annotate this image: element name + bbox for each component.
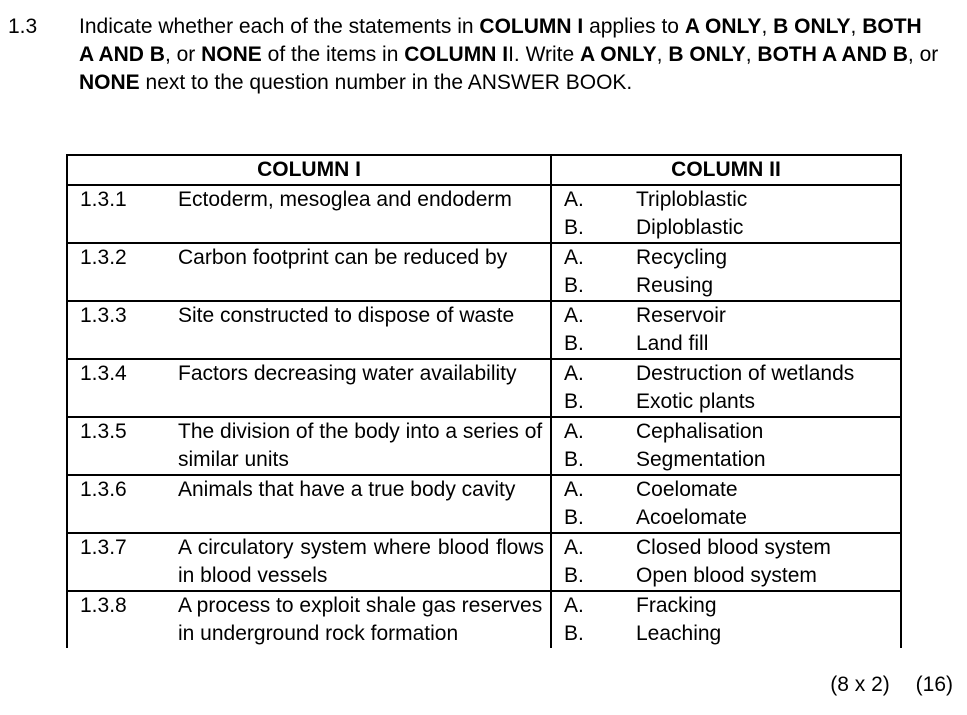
option-letter: A. [564, 478, 584, 501]
item-number: 1.3.7 [80, 536, 127, 559]
option-letter: B. [564, 390, 584, 413]
option-text: Triploblastic [636, 188, 748, 211]
instruction-fragment: NONE [201, 43, 262, 66]
instruction-fragment: I. Write [508, 43, 581, 66]
options-cell [551, 185, 901, 243]
statement-text: A circulatory system where blood flows in blood vessels [178, 536, 544, 587]
option-text: Coelomate [636, 478, 738, 501]
statement-cell [67, 533, 551, 591]
option-a [552, 534, 900, 562]
instruction-fragment: BOTH A AND B [79, 15, 922, 66]
table-row [67, 243, 901, 301]
instruction-fragment: Indicate whether each of the statements in [79, 15, 480, 38]
item-number: 1.3.2 [80, 246, 127, 269]
statement-text: Carbon footprint can be reduced by [178, 246, 508, 269]
option-b [552, 620, 900, 648]
option-text: Cephalisation [636, 420, 764, 443]
option-text: Segmentation [636, 448, 766, 471]
marks-calculation: (8 x 2) [830, 673, 890, 696]
options-cell [551, 591, 901, 648]
instruction-fragment: applies to [583, 15, 685, 38]
option-letter: A. [564, 536, 584, 559]
instruction-fragment: , [656, 43, 669, 66]
instruction-fragment: B ONLY [668, 43, 746, 66]
option-b [552, 214, 900, 242]
option-b [552, 388, 900, 416]
option-a [552, 360, 900, 388]
instruction-fragment: A ONLY [684, 15, 762, 38]
table-row [67, 185, 901, 243]
table-row [67, 475, 901, 533]
statement-cell [67, 359, 551, 417]
table-row [67, 591, 901, 648]
option-letter: B. [564, 448, 584, 471]
total-marks: (16) [915, 673, 953, 696]
table-row [67, 533, 901, 591]
matching-table-container [66, 154, 900, 666]
statement-cell [67, 591, 551, 648]
statement-cell [67, 417, 551, 475]
table-body [67, 185, 901, 648]
option-text: Exotic plants [636, 390, 756, 413]
statement-text: The division of the body into a series of similar units [178, 420, 543, 471]
instruction-fragment: NONE [79, 71, 140, 94]
option-a [552, 302, 900, 330]
option-letter: B. [564, 622, 584, 645]
option-text: Acoelomate [636, 506, 747, 529]
option-text: Reusing [636, 274, 714, 297]
option-a [552, 418, 900, 446]
option-text: Destruction of wetlands [636, 362, 855, 385]
statement-cell [67, 475, 551, 533]
table-row [67, 359, 901, 417]
item-number: 1.3.4 [80, 362, 127, 385]
option-text: Open blood system [636, 564, 817, 587]
instruction-fragment: , or [907, 43, 939, 66]
option-letter: A. [564, 362, 584, 385]
item-number: 1.3.5 [80, 420, 127, 443]
instruction-fragment: next to the question number in the ANSWER BOOK. [139, 71, 633, 94]
instruction-fragment: COLUMN I [479, 15, 584, 38]
statement-cell [67, 185, 551, 243]
option-text: Diploblastic [636, 216, 744, 239]
instruction-fragment: COLUMN I [404, 43, 509, 66]
option-b [552, 504, 900, 532]
item-number: 1.3.6 [80, 478, 127, 501]
item-number: 1.3.3 [80, 304, 127, 327]
instruction-fragment: , [761, 15, 774, 38]
option-a [552, 186, 900, 214]
question-number: 1.3 [8, 15, 38, 38]
matching-table [66, 154, 902, 648]
option-letter: A. [564, 304, 584, 327]
instruction-fragment: B ONLY [773, 15, 851, 38]
options-cell [551, 475, 901, 533]
option-letter: B. [564, 216, 584, 239]
option-a [552, 592, 900, 620]
instruction-fragment: , [745, 43, 758, 66]
statement-text: A process to exploit shale gas reserves in underground rock formation [178, 594, 543, 645]
options-cell [551, 533, 901, 591]
statement-text: Factors decreasing water availability [178, 362, 517, 385]
option-letter: B. [564, 564, 584, 587]
option-letter: B. [564, 332, 584, 355]
option-letter: B. [564, 274, 584, 297]
option-letter: A. [564, 594, 584, 617]
option-b [552, 272, 900, 300]
option-text: Reservoir [636, 304, 726, 327]
table-header-row [67, 155, 901, 185]
statement-cell [67, 243, 551, 301]
instruction-fragment: , [850, 15, 863, 38]
column-i-header: COLUMN I [67, 155, 551, 185]
option-text: Recycling [636, 246, 728, 269]
marks-footer [830, 671, 953, 699]
item-number: 1.3.8 [80, 594, 127, 617]
item-number: 1.3.1 [80, 188, 127, 211]
statement-text: Site constructed to dispose of waste [178, 304, 515, 327]
statement-text: Ectoderm, mesoglea and endoderm [178, 188, 512, 211]
statement-text: Animals that have a true body cavity [178, 478, 516, 501]
options-cell [551, 359, 901, 417]
option-text: Fracking [636, 594, 717, 617]
option-text: Land fill [636, 332, 709, 355]
option-b [552, 562, 900, 590]
options-cell [551, 301, 901, 359]
option-text: Leaching [636, 622, 722, 645]
option-letter: A. [564, 188, 584, 211]
instruction-fragment: BOTH A AND B [757, 43, 908, 66]
option-letter: B. [564, 506, 584, 529]
table-row [67, 417, 901, 475]
option-letter: A. [564, 246, 584, 269]
option-text: Closed blood system [636, 536, 831, 559]
statement-cell [67, 301, 551, 359]
option-a [552, 476, 900, 504]
instruction-fragment: of the items in [261, 43, 405, 66]
instruction-fragment: , or [164, 43, 202, 66]
option-b [552, 330, 900, 358]
option-letter: A. [564, 420, 584, 443]
question-instructions [79, 13, 939, 97]
option-b [552, 446, 900, 474]
options-cell [551, 243, 901, 301]
table-row [67, 301, 901, 359]
instruction-fragment: A ONLY [580, 43, 657, 66]
option-a [552, 244, 900, 272]
column-ii-header: COLUMN II [551, 155, 901, 185]
options-cell [551, 417, 901, 475]
